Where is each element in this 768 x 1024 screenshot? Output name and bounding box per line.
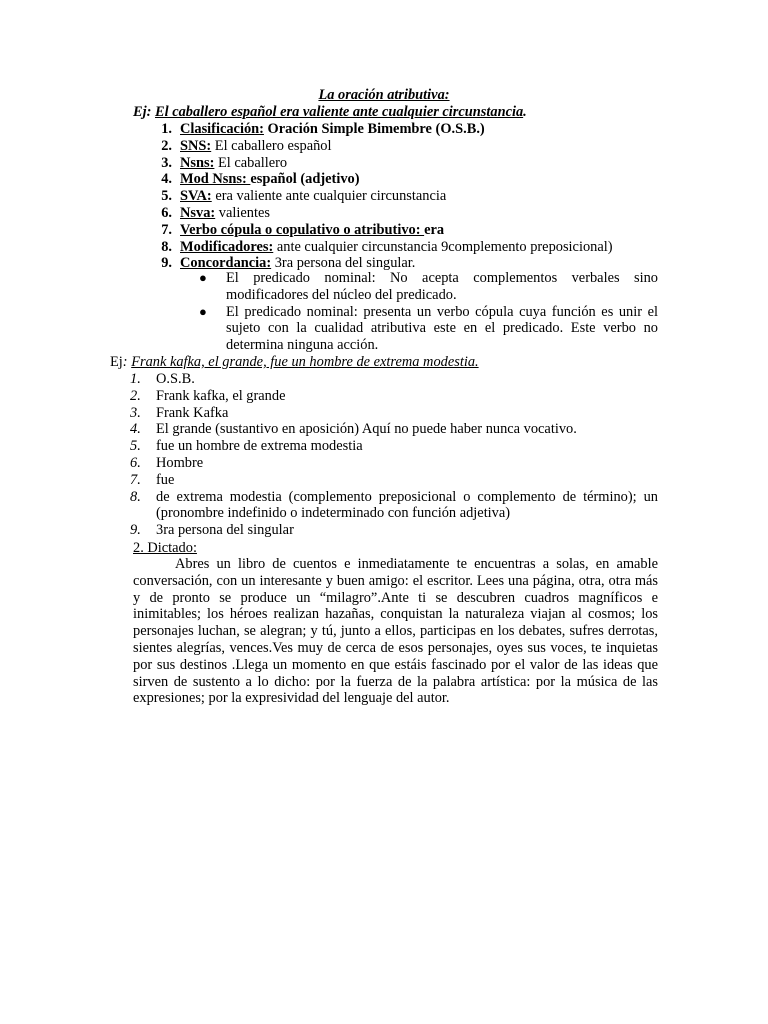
item-text: Frank kafka, el grande bbox=[156, 387, 286, 404]
list-item bbox=[0, 388, 768, 405]
bullet-icon: ● bbox=[199, 303, 207, 319]
item-value: era bbox=[424, 221, 445, 238]
item-value: era valiente ante cualquier circunstancia bbox=[211, 188, 447, 205]
example-1-sentence: El caballero español era valiente ante cualquier circunstancia bbox=[155, 104, 524, 120]
bullet-text: El predicado nominal: No acepta complementos verbales sino modificadores del núcleo del predicado. bbox=[226, 270, 658, 303]
list-item bbox=[0, 121, 768, 138]
item-number: 7. bbox=[161, 221, 172, 238]
item-number: 8. bbox=[130, 488, 141, 505]
example-2-prefix: Ej bbox=[110, 354, 123, 370]
item-number: 1. bbox=[161, 121, 172, 137]
item-text: Hombre bbox=[156, 454, 204, 471]
item-number: 6. bbox=[130, 454, 141, 471]
item-text: O.S.B. bbox=[156, 371, 195, 387]
item-text: de extrema modestia (complemento preposicional o complemento de término); un (pronombre indefinido o indeterminado con función adjetiva) bbox=[156, 488, 658, 522]
item-text: fue bbox=[156, 471, 175, 488]
bullet-item bbox=[199, 303, 658, 354]
item-value: El caballero bbox=[214, 154, 288, 171]
bullet-item bbox=[199, 270, 658, 304]
bullet-list bbox=[199, 270, 658, 354]
item-number: 1. bbox=[130, 371, 141, 387]
list-item bbox=[0, 421, 768, 438]
item-number: 4. bbox=[161, 171, 172, 188]
list-item bbox=[0, 438, 768, 455]
list-item bbox=[0, 522, 768, 539]
item-number: 9. bbox=[161, 255, 172, 272]
item-value: 3ra persona del singular. bbox=[271, 255, 416, 272]
dictado-heading: 2. Dictado: bbox=[133, 540, 197, 556]
example-2-colon: : bbox=[122, 354, 132, 370]
list-item bbox=[0, 171, 768, 188]
list-item bbox=[0, 188, 768, 205]
item-number: 2. bbox=[161, 137, 172, 154]
page-title: La oración atributiva: bbox=[318, 87, 450, 103]
item-text: 3ra persona del singular bbox=[156, 522, 294, 539]
item-label: Modificadores: bbox=[180, 238, 274, 255]
example-2 bbox=[110, 354, 479, 371]
item-label: Mod Nsns: bbox=[180, 171, 251, 188]
item-number: 2. bbox=[130, 387, 141, 404]
item-number: 8. bbox=[161, 238, 172, 255]
analysis-1-list bbox=[0, 121, 768, 272]
item-number: 3. bbox=[161, 154, 172, 171]
item-number: 9. bbox=[130, 522, 141, 539]
item-value: español (adjetivo) bbox=[250, 171, 360, 188]
analysis-2-list bbox=[0, 371, 768, 539]
item-label: Verbo cópula o copulativo o atributivo: bbox=[180, 221, 425, 238]
item-number: 5. bbox=[161, 188, 172, 205]
item-text: El grande (sustantivo en aposición) Aquí no puede haber nunca vocativo. bbox=[156, 421, 577, 438]
example-1-prefix: Ej: bbox=[133, 104, 155, 120]
item-value: El caballero español bbox=[211, 137, 332, 154]
example-2-sentence: Frank kafka, el grande, fue un hombre de extrema modestia. bbox=[131, 354, 479, 370]
dictado-paragraph: Abres un libro de cuentos e inmediatamente te encuentras a solas, en amable conversación, con un interesante y buen amigo: el escritor. Lees una página, otra, otra más y de pronto se produce un “milagro”.Ante ti se descubren cuadros magníficos e inimitables; los héroes realizan hazañas, conquistan la naturaleza viajan al cosmos; los personajes luchan, se alegran; y tú, junto a ellos, participas en los debates, sufres derrotas, sientes alegrías, vences.Ves muy de cerca de esos personajes, oyes sus voces, te inquietas por sus destinos .Llega un momento en que estáis fascinado por el valor de las ideas que sirven de sustento a lo dicho: por la fuerza de la palabra artística: por la música de las expresiones; por la expresividad del lenguaje del autor. bbox=[133, 556, 658, 707]
list-item bbox=[0, 138, 768, 155]
list-item bbox=[0, 205, 768, 222]
example-1 bbox=[133, 104, 527, 121]
list-item bbox=[0, 405, 768, 422]
item-label: Nsns: bbox=[180, 154, 215, 171]
item-number: 6. bbox=[161, 204, 172, 221]
item-number: 3. bbox=[130, 404, 141, 421]
bullet-text: El predicado nominal: presenta un verbo cópula cuya función es unir el sujeto con la cualidad atributiva este en el predicado. Este verbo no determina ninguna acción. bbox=[226, 303, 658, 354]
list-item bbox=[0, 371, 768, 388]
item-label: SVA: bbox=[180, 188, 212, 205]
item-label: Concordancia: bbox=[180, 255, 272, 272]
item-number: 5. bbox=[130, 438, 141, 455]
example-1-suffix: . bbox=[523, 104, 527, 120]
item-label: Clasificación: bbox=[180, 121, 264, 137]
list-item bbox=[0, 155, 768, 172]
item-label: SNS: bbox=[180, 137, 212, 154]
item-value: ante cualquier circunstancia 9complemento preposicional) bbox=[273, 238, 613, 255]
list-item bbox=[0, 222, 768, 239]
item-number: 4. bbox=[130, 421, 141, 438]
list-item bbox=[0, 489, 768, 523]
item-value: valientes bbox=[215, 204, 270, 221]
list-item bbox=[0, 472, 768, 489]
item-number: 7. bbox=[130, 471, 141, 488]
item-text: Frank Kafka bbox=[156, 404, 229, 421]
item-label: Nsva: bbox=[180, 204, 216, 221]
item-text: fue un hombre de extrema modestia bbox=[156, 438, 363, 455]
bullet-icon: ● bbox=[199, 270, 207, 285]
list-item bbox=[0, 455, 768, 472]
item-value: Oración Simple Bimembre (O.S.B.) bbox=[263, 121, 485, 137]
list-item bbox=[0, 239, 768, 256]
